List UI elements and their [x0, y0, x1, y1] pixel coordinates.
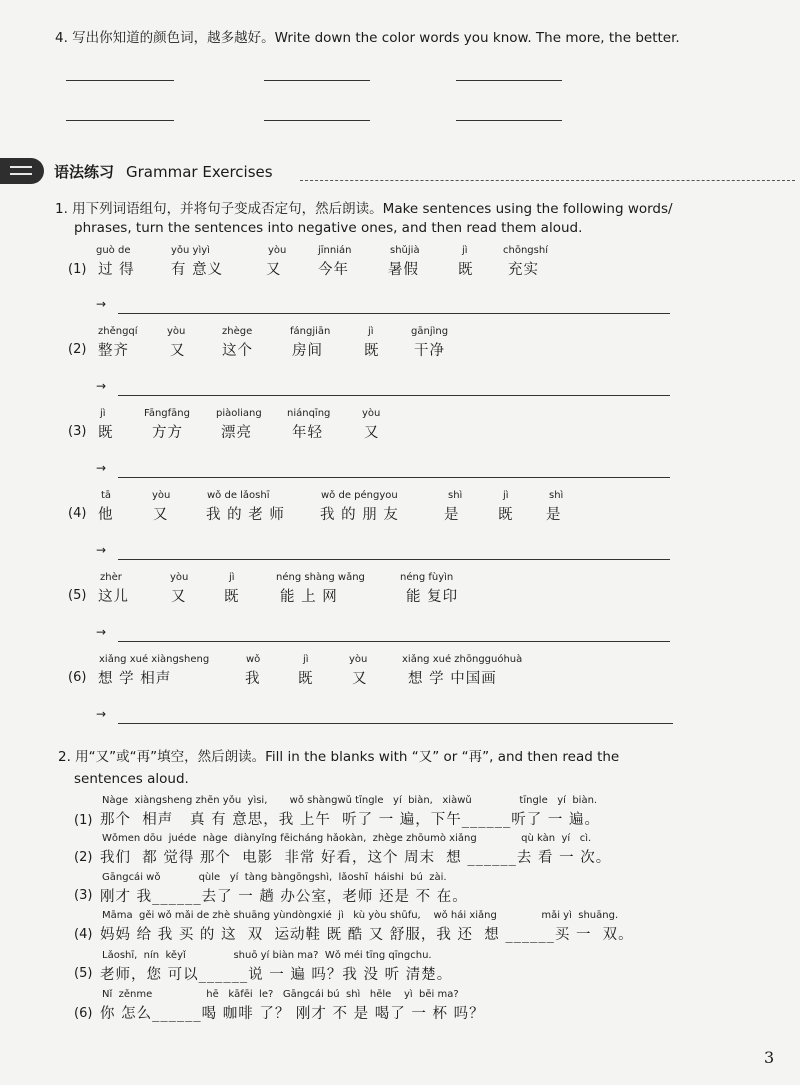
answer-line[interactable] [118, 313, 670, 314]
word: 漂亮 [221, 425, 252, 441]
answer-blank[interactable] [264, 120, 370, 121]
item-number: (2) [74, 850, 93, 865]
arrow-icon: → [96, 297, 107, 311]
answer-line[interactable] [118, 477, 670, 478]
arrow-icon: → [96, 379, 107, 393]
pinyin: shì [448, 490, 463, 501]
word: 能 复印 [406, 589, 459, 605]
word: 又 [170, 343, 186, 359]
word: 能 上 网 [280, 589, 338, 605]
pinyin: yòu [268, 245, 287, 256]
answer-blank[interactable] [66, 120, 174, 121]
q2-instruction-line1: 2. 用“又”或“再”填空，然后朗读。Fill in the blanks with “又” or “再”, and then read the [58, 749, 620, 765]
sentence: 那个 相声 真 有 意思，我 上午 听了 一 遍，下午______听了 一 遍。 [100, 812, 601, 828]
pinyin: gānjìng [411, 326, 449, 337]
word: 既 [298, 671, 314, 687]
arrow-icon: → [96, 707, 107, 721]
answer-line[interactable] [118, 395, 670, 396]
pinyin: niánqīng [287, 408, 331, 419]
pinyin: zhèr [100, 572, 122, 583]
pinyin: jì [229, 572, 235, 583]
answer-blank[interactable] [456, 80, 562, 81]
item-number: (3) [68, 424, 87, 439]
pinyin: xiǎng xué zhōngguóhuà [402, 654, 523, 665]
section-title [54, 161, 273, 182]
answer-blank[interactable] [264, 80, 370, 81]
word: 过 得 [98, 262, 135, 278]
sentence: 我们 都 觉得 那个 电影 非常 好看，这个 周末 想 ______去 看 一 次。 [100, 850, 612, 866]
word: 今年 [318, 262, 349, 278]
pinyin: yòu [362, 408, 381, 419]
arrow-icon: → [96, 625, 107, 639]
q1-instruction-line2: phrases, turn the sentences into negative ones, and then read them aloud. [74, 220, 583, 236]
pinyin: zhěngqí [98, 326, 138, 337]
pinyin: yòu [152, 490, 171, 501]
pinyin: jì [303, 654, 309, 665]
item-number: (1) [68, 262, 87, 277]
section-number-icon [0, 158, 44, 184]
word: 又 [364, 425, 380, 441]
page-number: 3 [764, 1048, 775, 1067]
pinyin: yòu [349, 654, 368, 665]
sentence: 妈妈 给 我 买 的 这 双 运动鞋 既 酷 又 舒服，我 还 想 ______买 一 双。 [100, 927, 634, 943]
answer-blank[interactable] [66, 80, 174, 81]
section-title-en: Grammar Exercises [126, 163, 273, 181]
word: 既 [98, 425, 114, 441]
arrow-icon: → [96, 543, 107, 557]
pinyin: yòu [167, 326, 186, 337]
pinyin: jì [462, 245, 468, 256]
pinyin: jīnnián [318, 245, 352, 256]
word: 干净 [414, 343, 445, 359]
word: 既 [364, 343, 380, 359]
item-number: (6) [68, 670, 87, 685]
word: 他 [98, 507, 114, 523]
pinyin: guò de [96, 245, 131, 256]
sentence: 刚才 我______去了 一 趟 办公室，老师 还是 不 在。 [100, 889, 468, 905]
word: 方方 [152, 425, 183, 441]
pinyin: zhège [222, 326, 253, 337]
sentence: 老师，您 可以______说 一 遍 吗？我 没 听 清楚。 [100, 967, 453, 983]
answer-blank[interactable] [456, 120, 562, 121]
q4-instruction: 4. 写出你知道的颜色词，越多越好。Write down the color words you know. The more, the better. [55, 30, 680, 46]
word: 我 的 老 师 [206, 507, 285, 523]
item-number: (2) [68, 342, 87, 357]
pinyin: Lǎoshī, nín kěyǐ shuō yí biàn ma? Wǒ méi tīng qīngchu. [102, 950, 432, 961]
word: 又 [153, 507, 169, 523]
q2-instruction-line2: sentences aloud. [74, 771, 189, 787]
pinyin: néng shàng wǎng [276, 572, 365, 583]
section-title-cn: 语法练习 [54, 163, 115, 181]
pinyin: wǒ [246, 654, 261, 665]
word: 有 意义 [171, 262, 224, 278]
pinyin: tā [101, 490, 112, 501]
word: 我 [245, 671, 261, 687]
pinyin: piàoliang [216, 408, 262, 419]
word: 暑假 [388, 262, 419, 278]
word: 整齐 [98, 343, 129, 359]
word: 既 [498, 507, 514, 523]
pinyin: Gāngcái wǒ qùle yí tàng bàngōngshì, lǎoshī háishi bú zài. [102, 872, 447, 883]
pinyin: néng fùyìn [400, 572, 454, 583]
answer-line[interactable] [118, 559, 670, 560]
pinyin: chōngshí [503, 245, 548, 256]
word: 又 [352, 671, 368, 687]
item-number: (6) [74, 1006, 93, 1021]
word: 又 [171, 589, 187, 605]
pinyin: wǒ de lǎoshī [207, 490, 270, 501]
divider [300, 180, 795, 181]
word: 既 [458, 262, 474, 278]
pinyin: xiǎng xué xiàngsheng [99, 654, 210, 665]
pinyin: Fāngfāng [144, 408, 190, 419]
section-header [0, 158, 800, 188]
word: 是 [546, 507, 562, 523]
word: 我 的 朋 友 [320, 507, 399, 523]
word: 房间 [292, 343, 323, 359]
word: 既 [224, 589, 240, 605]
word: 又 [266, 262, 282, 278]
answer-line[interactable] [118, 723, 673, 724]
item-number: (5) [74, 966, 93, 981]
pinyin: fángjiān [290, 326, 331, 337]
word: 想 学 相声 [98, 671, 172, 687]
word: 是 [444, 507, 460, 523]
sentence: 你 怎么______喝 咖啡 了？ 刚才 不 是 喝了 一 杯 吗？ [100, 1006, 485, 1022]
word: 想 学 中国画 [408, 671, 497, 687]
q1-instruction-line1: 1. 用下列词语组句，并将句子变成否定句，然后朗读。Make sentences using the following words/ [55, 201, 673, 217]
word: 这个 [222, 343, 253, 359]
pinyin: yòu [170, 572, 189, 583]
pinyin: Wǒmen dōu juéde nàge diànyǐng fēicháng hǎokàn, zhège zhōumò xiǎng qù kàn yí cì. [102, 833, 592, 844]
pinyin: Nǐ zěnme hē kāfēi le? Gāngcái bú shì hēle yì bēi ma? [102, 989, 459, 1000]
item-number: (1) [74, 813, 93, 828]
pinyin: shì [549, 490, 564, 501]
pinyin: jì [100, 408, 106, 419]
item-number: (3) [74, 888, 93, 903]
pinyin: Nàge xiàngsheng zhēn yǒu yìsi, wǒ shàngwǔ tīngle yí biàn, xiàwǔ tīngle yí biàn. [102, 795, 598, 806]
pinyin: jì [368, 326, 374, 337]
pinyin: wǒ de péngyou [321, 490, 398, 501]
item-number: (5) [68, 588, 87, 603]
pinyin: Māma gěi wǒ mǎi de zhè shuāng yùndòngxié jì kù yòu shūfu, wǒ hái xiǎng mǎi yì shuāng. [102, 910, 619, 921]
item-number: (4) [68, 506, 87, 521]
arrow-icon: → [96, 461, 107, 475]
pinyin: jì [503, 490, 509, 501]
pinyin: yǒu yìyì [171, 245, 210, 256]
pinyin: shǔjià [390, 245, 420, 256]
word: 年轻 [292, 425, 323, 441]
word: 这儿 [98, 589, 129, 605]
item-number: (4) [74, 927, 93, 942]
answer-line[interactable] [118, 641, 670, 642]
word: 充实 [508, 262, 539, 278]
